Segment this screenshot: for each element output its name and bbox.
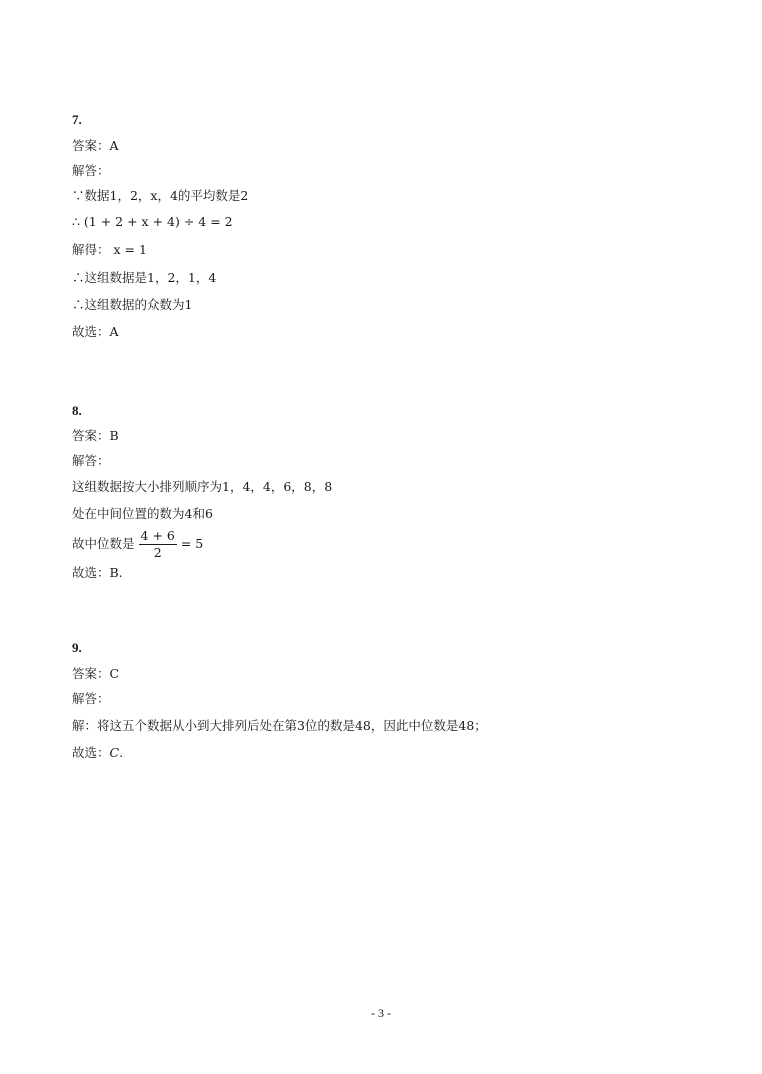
page-number: - 3 - [371, 1006, 391, 1020]
fraction-numerator: 4 + 6 [140, 527, 175, 543]
question-8-line-2: 处在中间位置的数为4和6 [72, 506, 213, 521]
final-prefix: 故选： [72, 745, 110, 760]
question-8-median-line [72, 526, 203, 562]
median-result: = 5 [180, 536, 204, 551]
question-8-number: 8. [72, 403, 82, 418]
question-7-line-4: ∴这组数据是1，2，1，4 [72, 270, 217, 285]
question-8-final: 故选：B. [72, 565, 123, 580]
final-choice: C [109, 745, 120, 760]
question-7-number: 7. [72, 112, 82, 127]
median-fraction [139, 529, 177, 560]
median-prefix: 故中位数是 [72, 536, 135, 551]
question-7-line-1: ∵数据1，2，x，4的平均数是2 [72, 188, 249, 203]
question-8-solution-label: 解答： [72, 453, 110, 468]
question-7-line-3: 解得： x = 1 [72, 242, 147, 257]
question-8-answer: 答案：B [72, 428, 119, 443]
question-7-line-2: ∴ (1 + 2 + x + 4) ÷ 4 = 2 [72, 214, 233, 229]
question-8-line-1: 这组数据按大小排列顺序为1，4，4，6，8，8 [72, 479, 333, 494]
final-suffix: . [119, 745, 124, 760]
question-7-solution-label: 解答： [72, 163, 110, 178]
question-9-number: 9. [72, 640, 82, 655]
question-9-answer: 答案：C [72, 666, 120, 681]
question-7-answer: 答案：A [72, 138, 119, 153]
question-9-solution-label: 解答： [72, 691, 110, 706]
question-9-final [72, 745, 123, 761]
question-9-line-1: 解：将这五个数据从小到大排列后处在第3位的数是48，因此中位数是48； [72, 718, 487, 733]
question-7-final: 故选：A [72, 324, 119, 339]
question-7-line-5: ∴这组数据的众数为1 [72, 297, 193, 312]
fraction-denominator: 2 [153, 544, 162, 560]
